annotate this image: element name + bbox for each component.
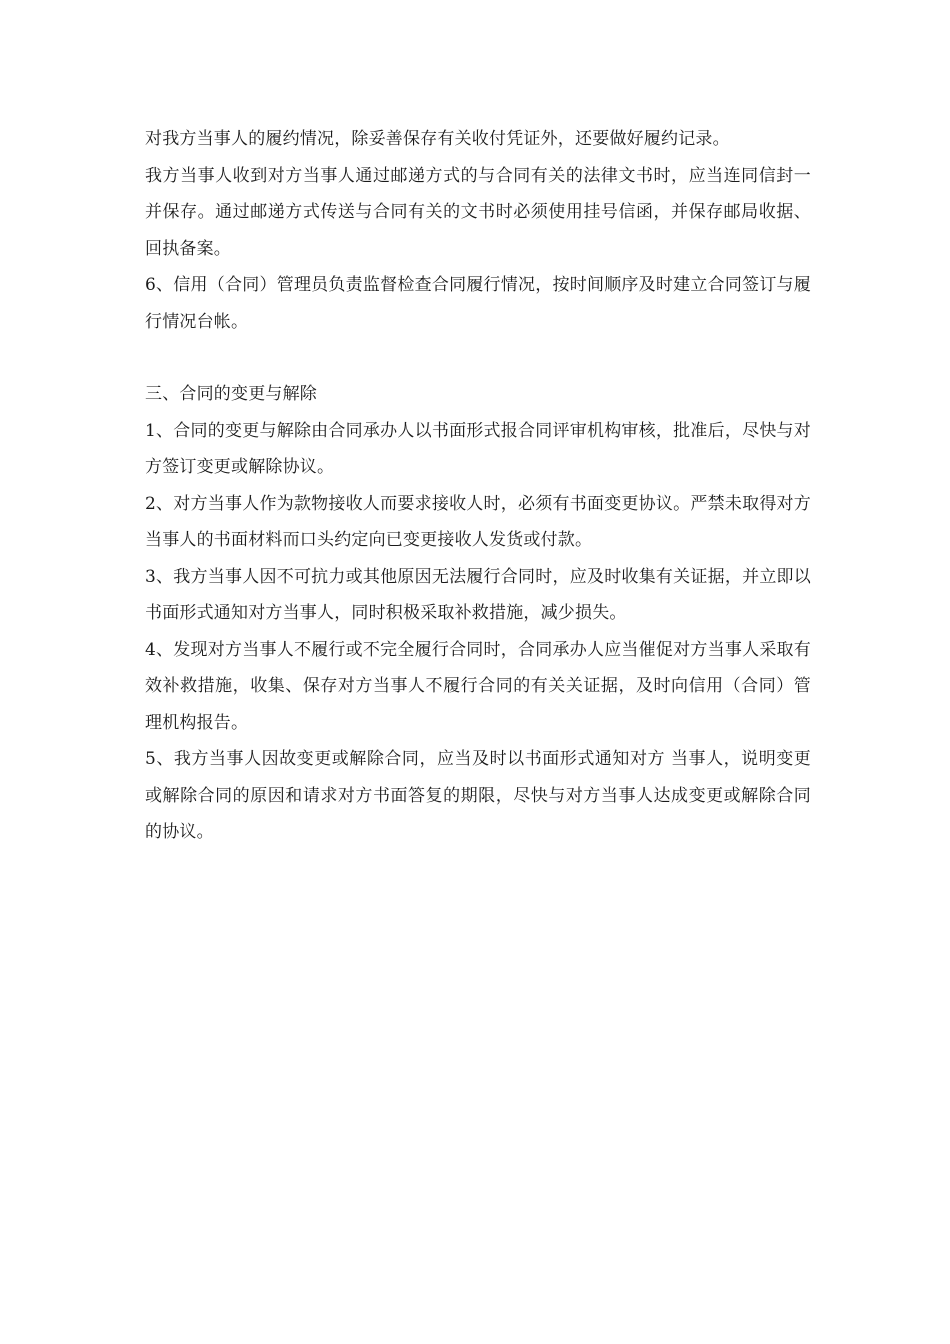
section-item-3: 3、我方当事人因不可抗力或其他原因无法履行合同时，应及时收集有关证据，并立即以书面形式通知对方当事人，同时积极采取补救措施，减少损失。 xyxy=(145,566,811,623)
section-heading: 三、合同的变更与解除 xyxy=(145,384,317,404)
paragraph-record-keeping: 对我方当事人的履约情况，除妥善保存有关收付凭证外，还要做好履约记录。 xyxy=(145,129,730,149)
section-item-5: 5、我方当事人因故变更或解除合同，应当及时以书面形式通知对方 当事人，说明变更或解除合同的原因和请求对方书面答复的期限，尽快与对方当事人达成变更或解除合同的协议。 xyxy=(145,749,811,842)
section-item-1: 1、合同的变更与解除由合同承办人以书面形式报合同评审机构审核，批准后，尽快与对方签订变更或解除协议。 xyxy=(145,420,811,477)
paragraph-item-6: 6、信用（合同）管理员负责监督检查合同履行情况，按时间顺序及时建立合同签订与履行情况台帐。 xyxy=(145,275,811,332)
document-body xyxy=(145,121,811,851)
section-item-4: 4、发现对方当事人不履行或不完全履行合同时，合同承办人应当催促对方当事人采取有效补救措施，收集、保存对方当事人不履行合同的有关关证据，及时向信用（合同）管理机构报告。 xyxy=(145,639,811,733)
paragraph-postal-documents: 我方当事人收到对方当事人通过邮递方式的与合同有关的法律文书时，应当连同信封一并保存。通过邮递方式传送与合同有关的文书时必须使用挂号信函，并保存邮局收据、回执备案。 xyxy=(145,165,811,259)
section-item-2: 2、对方当事人作为款物接收人而要求接收人时，必须有书面变更协议。严禁未取得对方当事人的书面材料而口头约定向已变更接收人发货或付款。 xyxy=(145,493,811,550)
